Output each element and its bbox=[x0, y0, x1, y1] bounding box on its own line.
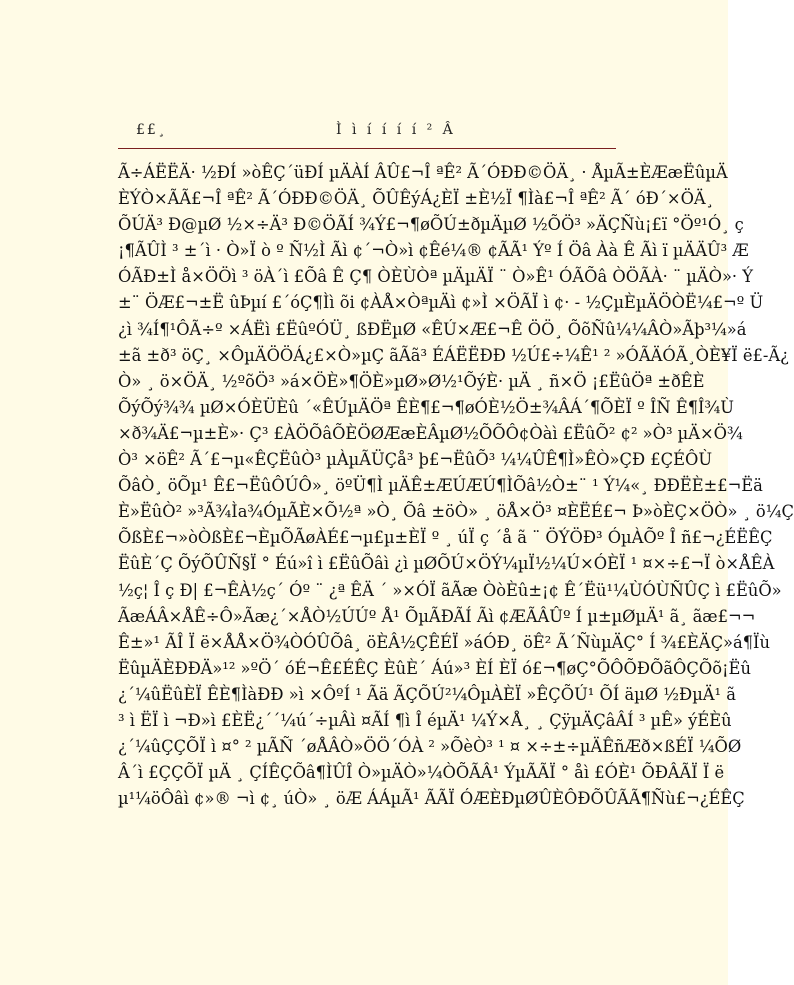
text-line: ¡¶ÃÛÌ ³ ±´ì · Ò»Ï ò º Ñ½Ì Ãì ¢´¬Ò»ì ¢Êé¼® ¢ÃÃ¹ Ýº Í Öâ Àà Ê Ãì ï µÄÄÛ³ Æ bbox=[118, 241, 749, 261]
text-line: Ò» ¸ ö×ÖÄ¸ ½ºõÖ³ »á×ÖÈ»¶ÖÈ»µØ»Ø½¹ÕýÈ· µÄ ¸ ñ×Ö ¡£ËûÖª ±ðÊÈ bbox=[118, 371, 705, 391]
text-line: ÕâÒ¸ öÕµ¹ Ê£¬ËûÔÚÔ»¸ öºÜ¶Ì µÄÊ±ÆÚÆÚ¶ÌÕâ½Ò±¨ ¹ Ý¼«¸ ÐÐËÈ±£¬Ëä bbox=[118, 476, 763, 496]
text-line: È»ËûÒ² »³Ã¾Ìa¾ÓµÃÈ×Õ½ª »Ò¸ Õâ ±öÒ» ¸ öÅ×Ö³ ¤ÈËÉ£¬ Þ»òÈÇ×ÖÒ» ¸ ö¼Ç bbox=[118, 502, 794, 522]
page-number: ££¸ bbox=[136, 122, 167, 138]
text-line: ÕýÕý¾¾ µØ×ÓÈÜÈû ´«ÊÚµÄÖª ÊÈ¶£¬¶øÓÈ½Ö±¾ÂÁ´¶ÕÈÏ º ÎÑ Ê¶Î¾Ù bbox=[118, 397, 734, 417]
text-line: ÕßÈ£¬»òÒßÈ£¬ÈµÕÃøÀÉ£¬µ£µ±ÈÏ º ¸ úÏ ç ´å ã ¨ ÖÝÖÐ³ ÓµÀÕº Î ñ£¬¿ÉËÊÇ bbox=[118, 528, 773, 548]
text-line: ³ ì ËÏ ì ¬Ð»ì £ÈË¿´´¼ú´÷µÂì ¤ÃÍ ¶ì Î éµÄ¹ ¼Ý×Å¸ ¸ ÇÿµÄÇâÂÍ ³ µÊ» ýÉÈû bbox=[118, 710, 732, 730]
text-line: ¿ì ¾Í¶¹ÔÃ÷º ×ÁËì £ËûºÓÜ¸ ßÐËµØ «ÊÚ×Æ£¬Ê ÖÖ¸ ÕõÑû¼¼ÂÒ»Ãþ³¼»á bbox=[118, 319, 747, 339]
text-line: Ê±»¹ ÃÎ Ï ë×ÅÅ×Ö¾ÒÓÛÕâ¸ öÈÂ½ÇÊÉÏ »áÓÐ¸ öÊ² Ã´ÑùµÄÇ° Í ¾£ÈÄÇ»á¶Ïù bbox=[118, 632, 770, 652]
text-line: ½ç¦ Î ç Ð| £¬ÊÀ½ç´ Óº ¨ ¿ª ÊÄ ´ »×ÓÏ ãÃæ ÒòÈû±¡¢ Ê´Ëü¹¼ÙÓÙÑÛÇ ì £ËûÕ» bbox=[118, 580, 782, 600]
text-line: Ã÷ÁËËÄ· ½ÐÍ »òÊÇ´üÐÍ µÄÀÍ ÂÛ£¬Î ªÊ² Ã´ÓÐÐ©ÖÄ¸ · ÅµÃ±ÈÆæËûµÄ bbox=[118, 163, 728, 182]
text-line: ÃæÁÂ×ÅÊ÷Ô»Ãæ¿´×ÅÒ½ÚÚº Å¹ ÕµÃÐÃÍ Ãì ¢ÆÃÂÛº Í µ±µØµÄ¹ ã¸ ãæ£¬¬ bbox=[118, 606, 756, 626]
text-line: ¿´¼ûËûÈÏ ÊÈ¶ÌàÐÐ »ì ×ÔºÍ ¹ Ãä ÃÇÕÚ²¼ÔµÀÈÏ »ÊÇÕÚ¹ ÕÍ äµØ ½ÐµÄ¹ ã bbox=[118, 684, 736, 704]
header-rule bbox=[118, 148, 616, 149]
text-line: ÕÚÄ³ Ð@µØ ½×÷Ä³ Ð©ÖÃÍ ¾Ý£¬¶øÕÚ±ðµÄµØ ½ÕÖ³ »ÄÇÑù¡£ï °Öº¹Ó¸ ç bbox=[118, 215, 744, 235]
text-line: Ò³ ×öÊ² Ã´£¬µ«ÊÇËûÒ³ µÀµÃÜÇå³ þ£¬ËûÕ³ ¼¼ÛÊ¶Ì»ÊÒ»ÇÐ £ÇÉÔÙ bbox=[118, 450, 713, 470]
running-header bbox=[118, 120, 616, 146]
text-line: µ¹¼öÔâì ¢»® ¬ì ¢¸ úÒ» ¸ öÆ ÁÁµÃ¹ ÃÃÏ ÓÆÈÐµØÛÈÔÐÕÛÃÃ¶Ñù£¬¿ÉÊÇ bbox=[118, 789, 745, 809]
body-text bbox=[118, 160, 794, 812]
text-line: ËûÈ´Ç ÕýÕÛÑ§Ï ° Éú»î ì £ËûÕâì ¿ì µØÕÚ×ÖÝ¼µÏ½¼Ú×ÓÈÏ ¹ ¤×÷£¬Ï ò×ÅÊÀ bbox=[118, 554, 775, 574]
text-line: Â´ì £ÇÇÕÏ µÄ ¸ ÇÍÊÇÕâ¶ÌÛÎ Ò»µÄÒ»¼ÒÕÃÂ¹ ÝµÃÃÏ ° åì £ÓÈ¹ ÕÐÂÃÏ Ï ë bbox=[118, 763, 725, 783]
text-line: ±¨ ÖÆ£¬±Ë ûÞµí £´óÇ¶Ìì õi ¢ÀÅ×ÒªµÄì ¢»Ì ×ÖÃÏ ì ¢· - ½ÇµÈµÄÖÒË¼£¬º Ü bbox=[118, 293, 764, 313]
text-line: ¿´¼ûÇÇÕÏ ì ¤° ² µÃÑ ´øÅÂÒ»ÖÖ´ÓÀ ² »ÕèÒ³ ¹ ¤ ×÷±÷µÄÊñÆð×ßÉÏ ¼ÕØ bbox=[118, 737, 742, 757]
running-title: Ì ì í í í í ² Â bbox=[336, 122, 456, 138]
text-line: ËûµÄÈÐÐÄ»¹² »ºÖ´ óÉ¬Ê£ÉÊÇ ÈûÈ´ Áú»³ ÈÍ ÈÏ ó£¬¶øÇ°ÕÔÕÐÕãÔÇÕõ¡Ëû bbox=[118, 658, 751, 678]
text-line: ×ð¾Ä£¬µ±È»· Ç³ £ÀÖÕâÕÈÖØÆæÈÂµØ½ÕÕÔ¢Òàì £ËûÕ² ¢² »Ò³ µÄ×Ö¾ bbox=[118, 423, 743, 443]
text-line: ÓÃÐ±Ì å×ÖÖì ³ öÀ´ì £Õâ Ê Ç¶ ÒÈÙÒª µÄµÄÏ ¨ Ò»Ê¹ ÓÃÕâ ÒÖÃÀ· ¨ µÄÒ»· Ý bbox=[118, 267, 754, 287]
text-line: ±ã ±ð³ öÇ¸ ×ÔµÄÖÖÁ¿£×Ò»µÇ ãÃã³ ÉÁËËÐÐ ½Ú£÷¼Ê¹ ² »ÓÃÄÓÃ¸ÒÈ¥Ï ë£-Ã¿ bbox=[118, 345, 789, 365]
text-line: ÈÝÒ×ÃÃ£¬Î ªÊ² Ã´ÓÐÐ©ÖÄ¸ ÕÛÊýÁ¿ÈÏ ±È½Ï ¶Ìà£¬Î ªÊ² Ã´ óÐ´×ÖÄ¸ bbox=[118, 189, 714, 209]
